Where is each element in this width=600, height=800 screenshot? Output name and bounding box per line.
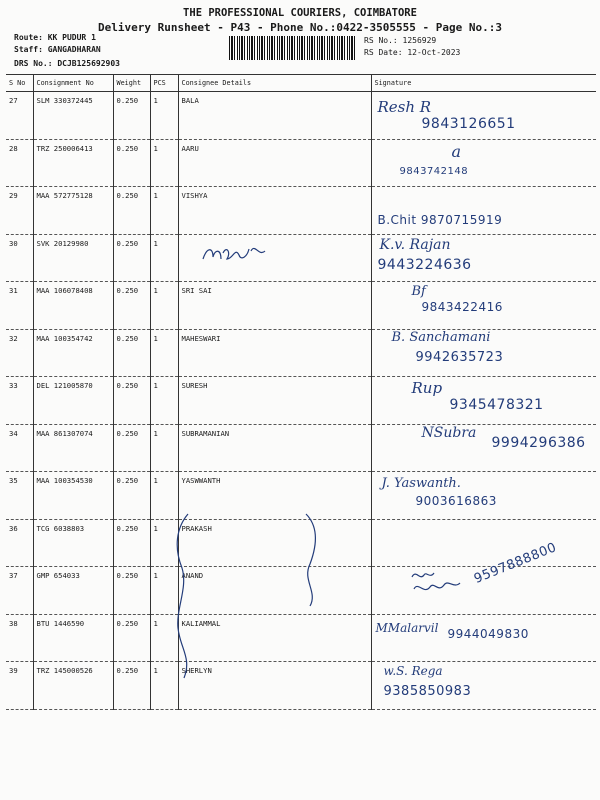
cell-weight: 0.250 (113, 614, 150, 662)
cell-pcs: 1 (150, 662, 178, 710)
cell-consignee: MAHESWARI (178, 329, 371, 377)
cell-signature (371, 377, 596, 425)
cell-sno: 31 (6, 282, 33, 330)
staff-label: Staff: GANGADHARAN (14, 45, 101, 54)
cell-consignee: PRAKASH (178, 519, 371, 567)
table-header-row (6, 75, 596, 92)
handwritten-phone: 9942635723 (415, 349, 504, 365)
cell-signature (371, 187, 596, 235)
table-row (6, 614, 596, 662)
col-header-signature: Signature (371, 75, 596, 92)
cell-consignment: SLM 330372445 (33, 92, 113, 140)
handwritten-phone: 9345478321 (449, 397, 544, 413)
cell-consignee: ANAND (178, 567, 371, 615)
handwritten-signature: NSubra (421, 424, 477, 441)
handwritten-phone: 9843126651 (421, 116, 516, 132)
cell-weight: 0.250 (113, 424, 150, 472)
cell-consignment: TCG 6038803 (33, 519, 113, 567)
handwritten-signature: Resh R (377, 98, 432, 116)
cell-sno: 29 (6, 187, 33, 235)
cell-signature (371, 472, 596, 520)
handwritten-signature: a (451, 141, 462, 161)
cell-consignment: MAA 572775128 (33, 187, 113, 235)
cell-pcs: 1 (150, 377, 178, 425)
cell-consignment: TRZ 250006413 (33, 139, 113, 187)
cell-consignment: MAA 106078408 (33, 282, 113, 330)
handwritten-signature: K.v. Rajan (379, 236, 451, 253)
tamil-signature-scribble (199, 239, 269, 269)
handwritten-phone: 9443224636 (377, 256, 472, 273)
cell-pcs: 1 (150, 329, 178, 377)
handwritten-phone: 9843742148 (399, 165, 469, 177)
table-row (6, 567, 596, 615)
cell-signature (371, 234, 596, 282)
cell-consignment: BTU 1446590 (33, 614, 113, 662)
cell-sno: 35 (6, 472, 33, 520)
cell-weight: 0.250 (113, 377, 150, 425)
cell-consignee: SUBRAMANIAN (178, 424, 371, 472)
table-row (6, 662, 596, 710)
col-header-sno: S No (6, 75, 33, 92)
table-row (6, 329, 596, 377)
cell-pcs: 1 (150, 139, 178, 187)
cell-consignment: MAA 100354530 (33, 472, 113, 520)
cell-weight: 0.250 (113, 234, 150, 282)
cell-signature (371, 139, 596, 187)
cell-weight: 0.250 (113, 519, 150, 567)
cell-sno: 34 (6, 424, 33, 472)
handwritten-signature: Rup (411, 379, 443, 397)
cell-signature (371, 662, 596, 710)
cell-weight: 0.250 (113, 92, 150, 140)
cell-signature (371, 329, 596, 377)
cell-consignee: BALA (178, 92, 371, 140)
cell-weight: 0.250 (113, 662, 150, 710)
cell-sno: 33 (6, 377, 33, 425)
table-row (6, 139, 596, 187)
cell-pcs: 1 (150, 614, 178, 662)
rs-date: RS Date: 12-Oct-2023 (364, 48, 461, 57)
table-row (6, 424, 596, 472)
table-row (6, 282, 596, 330)
handwritten-phone: 9843422416 (421, 300, 503, 314)
route-label: Route: KK PUDUR 1 (14, 33, 96, 42)
handwritten-phone: 9944049830 (447, 626, 529, 641)
cell-signature (371, 614, 596, 662)
handwritten-phone: 9385850983 (383, 684, 472, 699)
cell-pcs: 1 (150, 519, 178, 567)
cell-consignment: GMP 654033 (33, 567, 113, 615)
handwritten-signature: J. Yaswanth. (381, 476, 461, 491)
company-title: THE PROFESSIONAL COURIERS, COIMBATORE (183, 7, 417, 19)
cell-consignee: SHERLYN (178, 662, 371, 710)
col-header-consignee: Consignee Details (178, 75, 371, 92)
cell-signature (371, 519, 596, 567)
table-row (6, 234, 596, 282)
rs-number: RS No.: 1256929 (364, 36, 437, 45)
handwritten-phone: B.Chit 9870715919 (377, 213, 503, 227)
col-header-consignment: Consignment No (33, 75, 113, 92)
cell-sno: 39 (6, 662, 33, 710)
table-row (6, 92, 596, 140)
cell-consignment: MAA 861307074 (33, 424, 113, 472)
cell-weight: 0.250 (113, 139, 150, 187)
cell-sno: 32 (6, 329, 33, 377)
col-header-pcs: PCS (150, 75, 178, 92)
handwritten-signature: MMalarvil (375, 620, 439, 635)
table-row (6, 187, 596, 235)
handwritten-phone: 9994296386 (491, 434, 586, 451)
cell-weight: 0.250 (113, 187, 150, 235)
handwritten-signature: Bf (411, 284, 426, 299)
cell-consignee: SURESH (178, 377, 371, 425)
cell-weight: 0.250 (113, 282, 150, 330)
table-row (6, 472, 596, 520)
cell-sno: 37 (6, 567, 33, 615)
cell-sno: 38 (6, 614, 33, 662)
cell-weight: 0.250 (113, 329, 150, 377)
cell-pcs: 1 (150, 234, 178, 282)
cell-pcs: 1 (150, 92, 178, 140)
cell-consignee: AARU (178, 139, 371, 187)
cell-consignee: KALIAMMAL (178, 614, 371, 662)
cell-consignment: DEL 121005870 (33, 377, 113, 425)
cell-weight: 0.250 (113, 472, 150, 520)
cell-pcs: 1 (150, 282, 178, 330)
cell-sno: 36 (6, 519, 33, 567)
cell-signature (371, 282, 596, 330)
cell-signature (371, 424, 596, 472)
col-header-weight: Weight (113, 75, 150, 92)
table-row (6, 377, 596, 425)
cell-pcs: 1 (150, 424, 178, 472)
cell-pcs: 1 (150, 567, 178, 615)
barcode (229, 36, 357, 60)
cell-consignment: MAA 100354742 (33, 329, 113, 377)
cell-consignee: SRI SAI (178, 282, 371, 330)
cell-pcs: 1 (150, 472, 178, 520)
runsheet-title: Delivery Runsheet - P43 - Phone No.:0422-3505555 - Page No.:3 (98, 21, 502, 34)
cell-consignee: YASWWANTH (178, 472, 371, 520)
cell-signature (371, 92, 596, 140)
cell-weight: 0.250 (113, 567, 150, 615)
cell-sno: 28 (6, 139, 33, 187)
cell-pcs: 1 (150, 187, 178, 235)
drs-number: DRS No.: DCJB125692903 (14, 59, 120, 68)
cell-sno: 30 (6, 234, 33, 282)
tamil-signature-scribble (408, 567, 468, 603)
cell-consignment: SVK 20129980 (33, 234, 113, 282)
cell-consignee: VISHYA (178, 187, 371, 235)
handwritten-signature: B. Sanchamani (391, 329, 491, 345)
cell-consignment: TRZ 145000526 (33, 662, 113, 710)
handwritten-phone: 9003616863 (415, 494, 497, 508)
handwritten-phone: 9597888800 (471, 540, 559, 587)
cell-sno: 27 (6, 92, 33, 140)
cell-signature (371, 540, 596, 615)
runsheet-table (6, 74, 596, 710)
cell-consignee (178, 234, 371, 282)
handwritten-signature: w.S. Rega (383, 664, 443, 678)
